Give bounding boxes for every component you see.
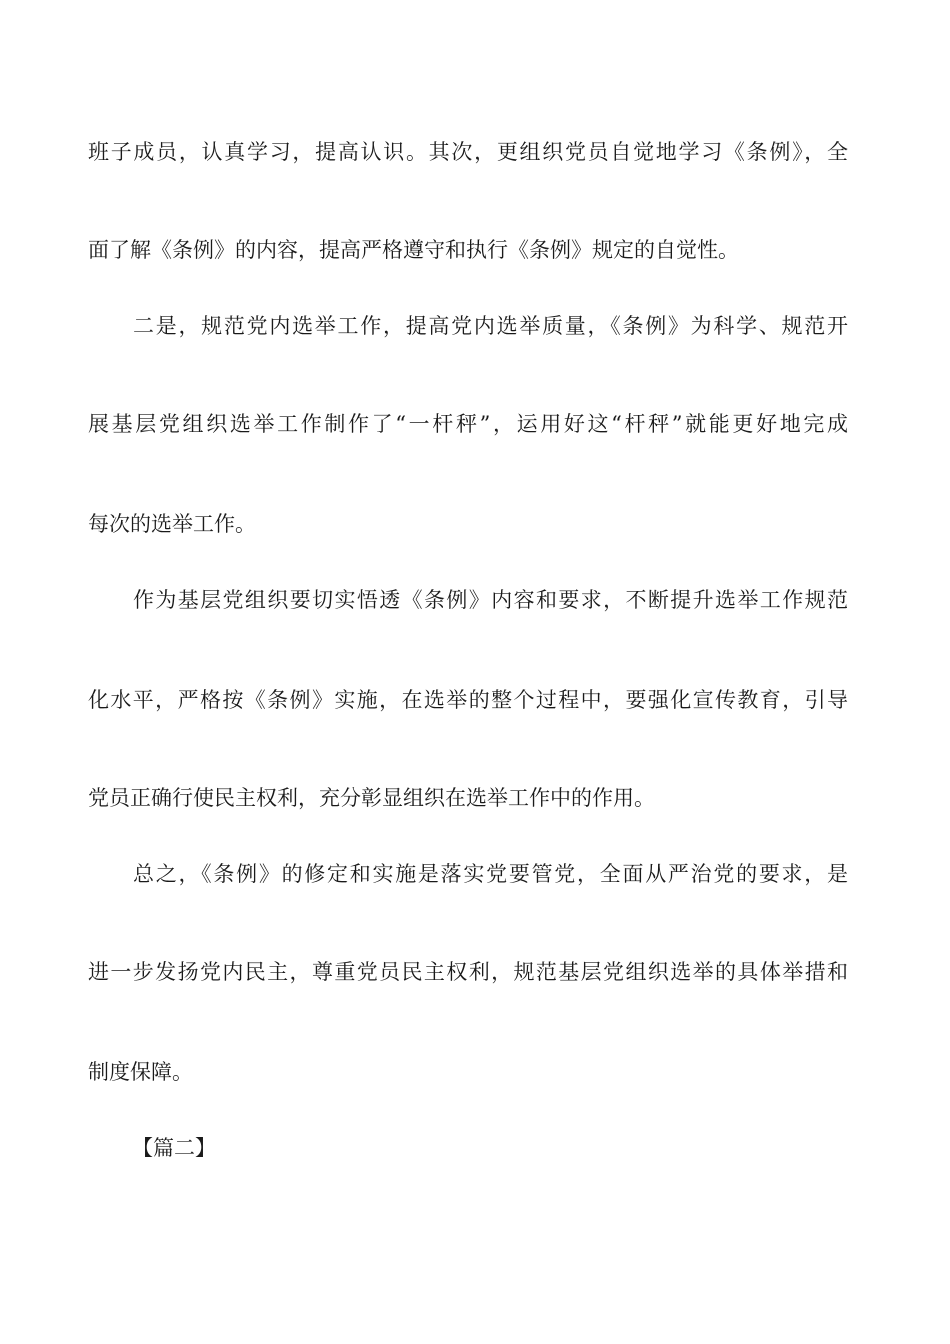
- paragraph-1-line-1: 班子成员，认真学习，提高认识。其次，更组织党员自觉地学习《条例》，全: [88, 140, 848, 164]
- paragraph-1-line-2: 面了解《条例》的内容，提高严格遵守和执行《条例》规定的自觉性。: [88, 238, 739, 262]
- paragraph-2-line-2: 展基层党组织选举工作制作了“一杆秤”，运用好这“杆秤”就能更好地完成: [88, 412, 848, 436]
- paragraph-3-line-2: 化水平，严格按《条例》实施，在选举的整个过程中，要强化宣传教育，引导: [88, 688, 848, 712]
- paragraph-4-line-2: 进一步发扬党内民主，尊重党员民主权利，规范基层党组织选举的具体举措和: [88, 960, 848, 984]
- paragraph-4-line-3: 制度保障。: [88, 1060, 193, 1084]
- paragraph-3-line-3: 党员正确行使民主权利，充分彰显组织在选举工作中的作用。: [88, 786, 655, 810]
- paragraph-3-line-1: 作为基层党组织要切实悟透《条例》内容和要求，不断提升选举工作规范: [133, 588, 848, 612]
- section-heading: 【篇二】: [132, 1136, 216, 1160]
- paragraph-4-line-1: 总之，《条例》的修定和实施是落实党要管党，全面从严治党的要求，是: [133, 862, 848, 886]
- paragraph-2-line-3: 每次的选举工作。: [88, 512, 256, 536]
- paragraph-2-line-1: 二是，规范党内选举工作，提高党内选举质量，《条例》为科学、规范开: [133, 314, 848, 338]
